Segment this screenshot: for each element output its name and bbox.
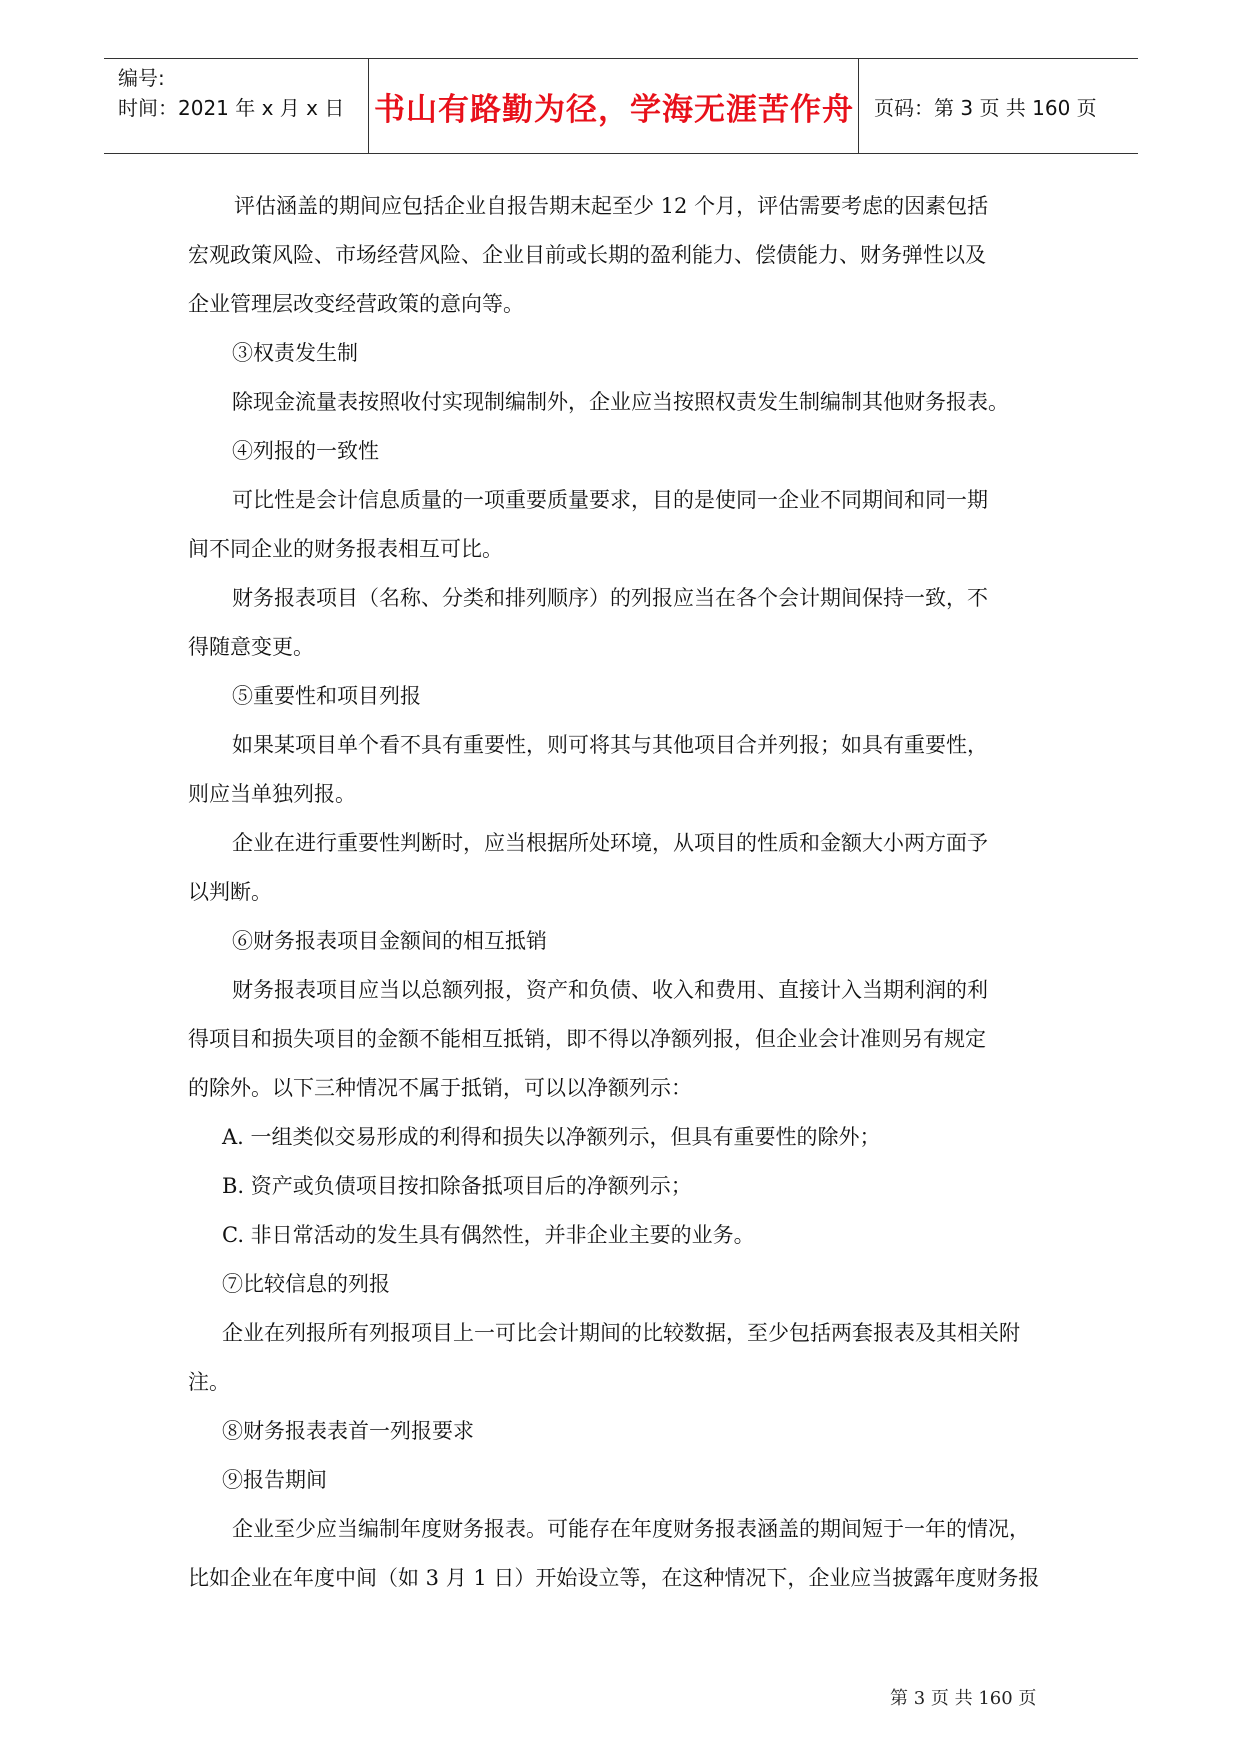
body-text-line: 得随意变更。 <box>188 635 314 659</box>
body-text-line: 如果某项目单个看不具有重要性，则可将其与其他项目合并列报；如具有重要性， <box>232 733 988 757</box>
header-divider <box>368 59 369 153</box>
header-meta <box>118 63 368 123</box>
body-text-line: 以判断。 <box>188 880 272 904</box>
body-text-line: 宏观政策风险、市场经营风险、企业目前或长期的盈利能力、偿债能力、财务弹性以及 <box>188 243 986 267</box>
body-text-line: C. 非日常活动的发生具有偶然性，并非企业主要的业务。 <box>222 1223 755 1247</box>
page-footer-number: 第 3 页 共 160 页 <box>890 1688 1037 1709</box>
document-number-label: 编号: <box>118 66 165 90</box>
body-text-line: ⑧财务报表表首一列报要求 <box>222 1419 474 1443</box>
body-text-line: 财务报表项目（名称、分类和排列顺序）的列报应当在各个会计期间保持一致，不 <box>232 586 988 610</box>
body-text-line: 企业至少应当编制年度财务报表。可能存在年度财务报表涵盖的期间短于一年的情况， <box>232 1517 1030 1541</box>
body-text-line: B. 资产或负债项目按扣除备抵项目后的净额列示； <box>222 1174 692 1198</box>
header-divider <box>858 59 859 153</box>
page-header <box>104 58 1138 154</box>
body-text-line: ⑦比较信息的列报 <box>222 1272 390 1296</box>
body-text-line: ⑤重要性和项目列报 <box>232 684 421 708</box>
header-page-number: 页码：第 3 页 共 160 页 <box>874 95 1097 120</box>
header-motto: 书山有路勤为径，学海无涯苦作舟 <box>374 91 854 128</box>
body-text-line: 企业管理层改变经营政策的意向等。 <box>188 292 524 316</box>
body-text-line: 企业在列报所有列报项目上一可比会计期间的比较数据，至少包括两套报表及其相关附 <box>222 1321 1020 1345</box>
body-text-line: ⑨报告期间 <box>222 1468 327 1492</box>
document-body <box>188 182 1058 1603</box>
document-time-label: 时间：2021 年 x 月 x 日 <box>118 96 345 120</box>
body-text-line: ③权责发生制 <box>232 341 358 365</box>
body-text-line: 比如企业在年度中间（如 3 月 1 日）开始设立等，在这种情况下，企业应当披露年度财务报 <box>188 1566 1040 1590</box>
body-text-line: 的除外。以下三种情况不属于抵销，可以以净额列示： <box>188 1076 692 1100</box>
body-text-line: ④列报的一致性 <box>232 439 379 463</box>
body-text-line: 财务报表项目应当以总额列报，资产和负债、收入和费用、直接计入当期利润的利 <box>232 978 988 1002</box>
body-text-line: 注。 <box>188 1370 230 1394</box>
body-text-line: 则应当单独列报。 <box>188 782 356 806</box>
body-text-line: 得项目和损失项目的金额不能相互抵销，即不得以净额列报，但企业会计准则另有规定 <box>188 1027 986 1051</box>
body-text-line: 企业在进行重要性判断时，应当根据所处环境，从项目的性质和金额大小两方面予 <box>232 831 988 855</box>
body-text-line: 除现金流量表按照收付实现制编制外，企业应当按照权责发生制编制其他财务报表。 <box>232 390 1009 414</box>
body-text-line: 可比性是会计信息质量的一项重要质量要求，目的是使同一企业不同期间和同一期 <box>232 488 988 512</box>
body-text-line: 评估涵盖的期间应包括企业自报告期末起至少 12 个月，评估需要考虑的因素包括 <box>234 194 989 218</box>
body-text-line: A. 一组类似交易形成的利得和损失以净额列示，但具有重要性的除外； <box>222 1125 881 1149</box>
body-text-line: ⑥财务报表项目金额间的相互抵销 <box>232 929 547 953</box>
body-text-line: 间不同企业的财务报表相互可比。 <box>188 537 503 561</box>
